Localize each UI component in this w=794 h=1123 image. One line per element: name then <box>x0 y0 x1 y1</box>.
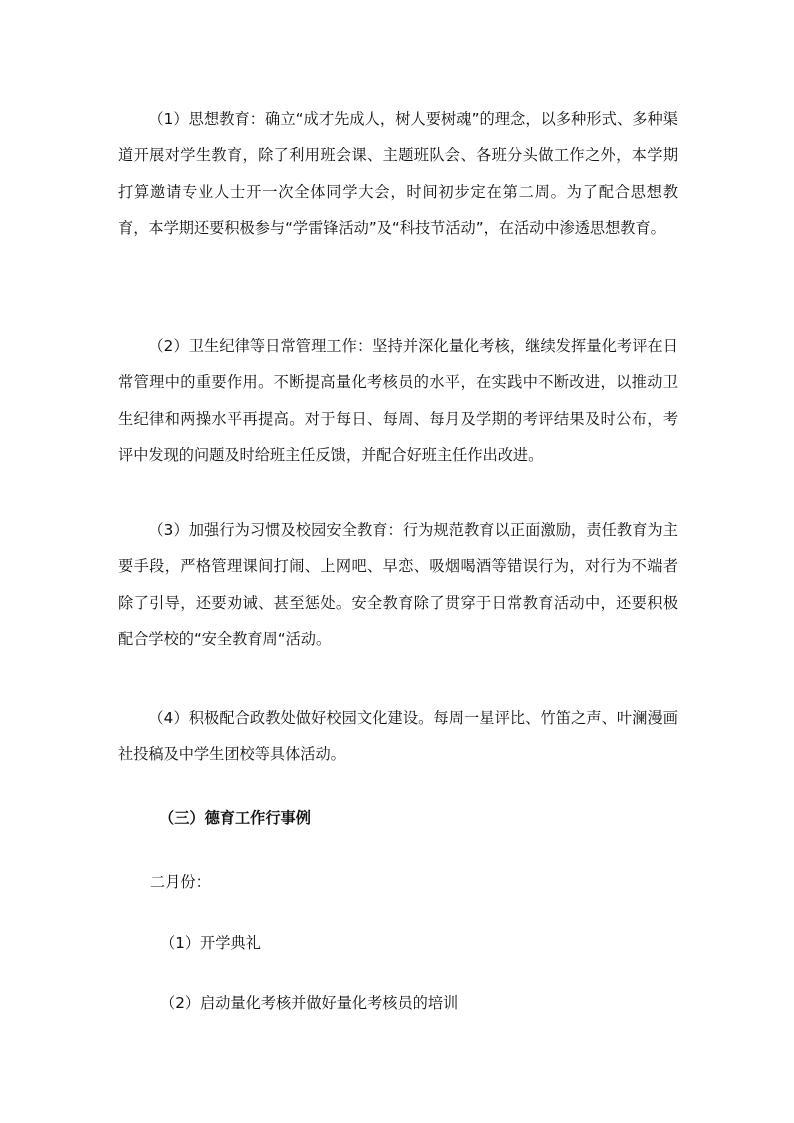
section-heading: （三）德育工作行事例 <box>159 809 311 827</box>
paragraph-daily-management: （2）卫生纪律等日常管理工作：坚持并深化量化考核，继续发挥量化考评在日常管理中的重要作用。不断提高量化考核员的水平，在实践中不断改进，以推动卫生纪律和两操水平再提高。对于每日、每周、每月及学期的考评结果及时公布，考评中发现的问题及时给班主任反馈，并配合好班主任作出改进。 <box>118 337 678 465</box>
month-label: 二月份： <box>150 873 211 891</box>
paragraph-campus-culture: （4）积极配合政教处做好校园文化建设。每周一星评比、竹笛之声、叶澜漫画社投稿及中学生团校等具体活动。 <box>118 709 678 764</box>
list-item: （2）启动量化考核并做好量化考核员的培训 <box>160 994 459 1012</box>
paragraph-behavior-safety-education: （3）加强行为习惯及校园安全教育：行为规范教育以正面激励，责任教育为主要手段，严格管理课间打闹、上网吧、早恋、吸烟喝酒等错误行为，对行为不端者除了引导，还要劝诫、甚至惩处。安全教育除了贯穿于日常教育活动中，还要积极配合学校的“安全教育周“活动。 <box>118 521 678 649</box>
list-item: （1）开学典礼 <box>160 934 261 952</box>
paragraph-ideological-education: （1）思想教育：确立“成才先成人，树人要树魂”的理念，以多种形式、多种渠道开展对学生教育，除了利用班会课、主题班队会、各班分头做工作之外，本学期打算邀请专业人士开一次全体同学大会，时间初步定在第二周。为了配合思想教育，本学期还要积极参与“学雷锋活动”及“科技节活动”，在活动中渗透思想教育。 <box>118 110 678 238</box>
